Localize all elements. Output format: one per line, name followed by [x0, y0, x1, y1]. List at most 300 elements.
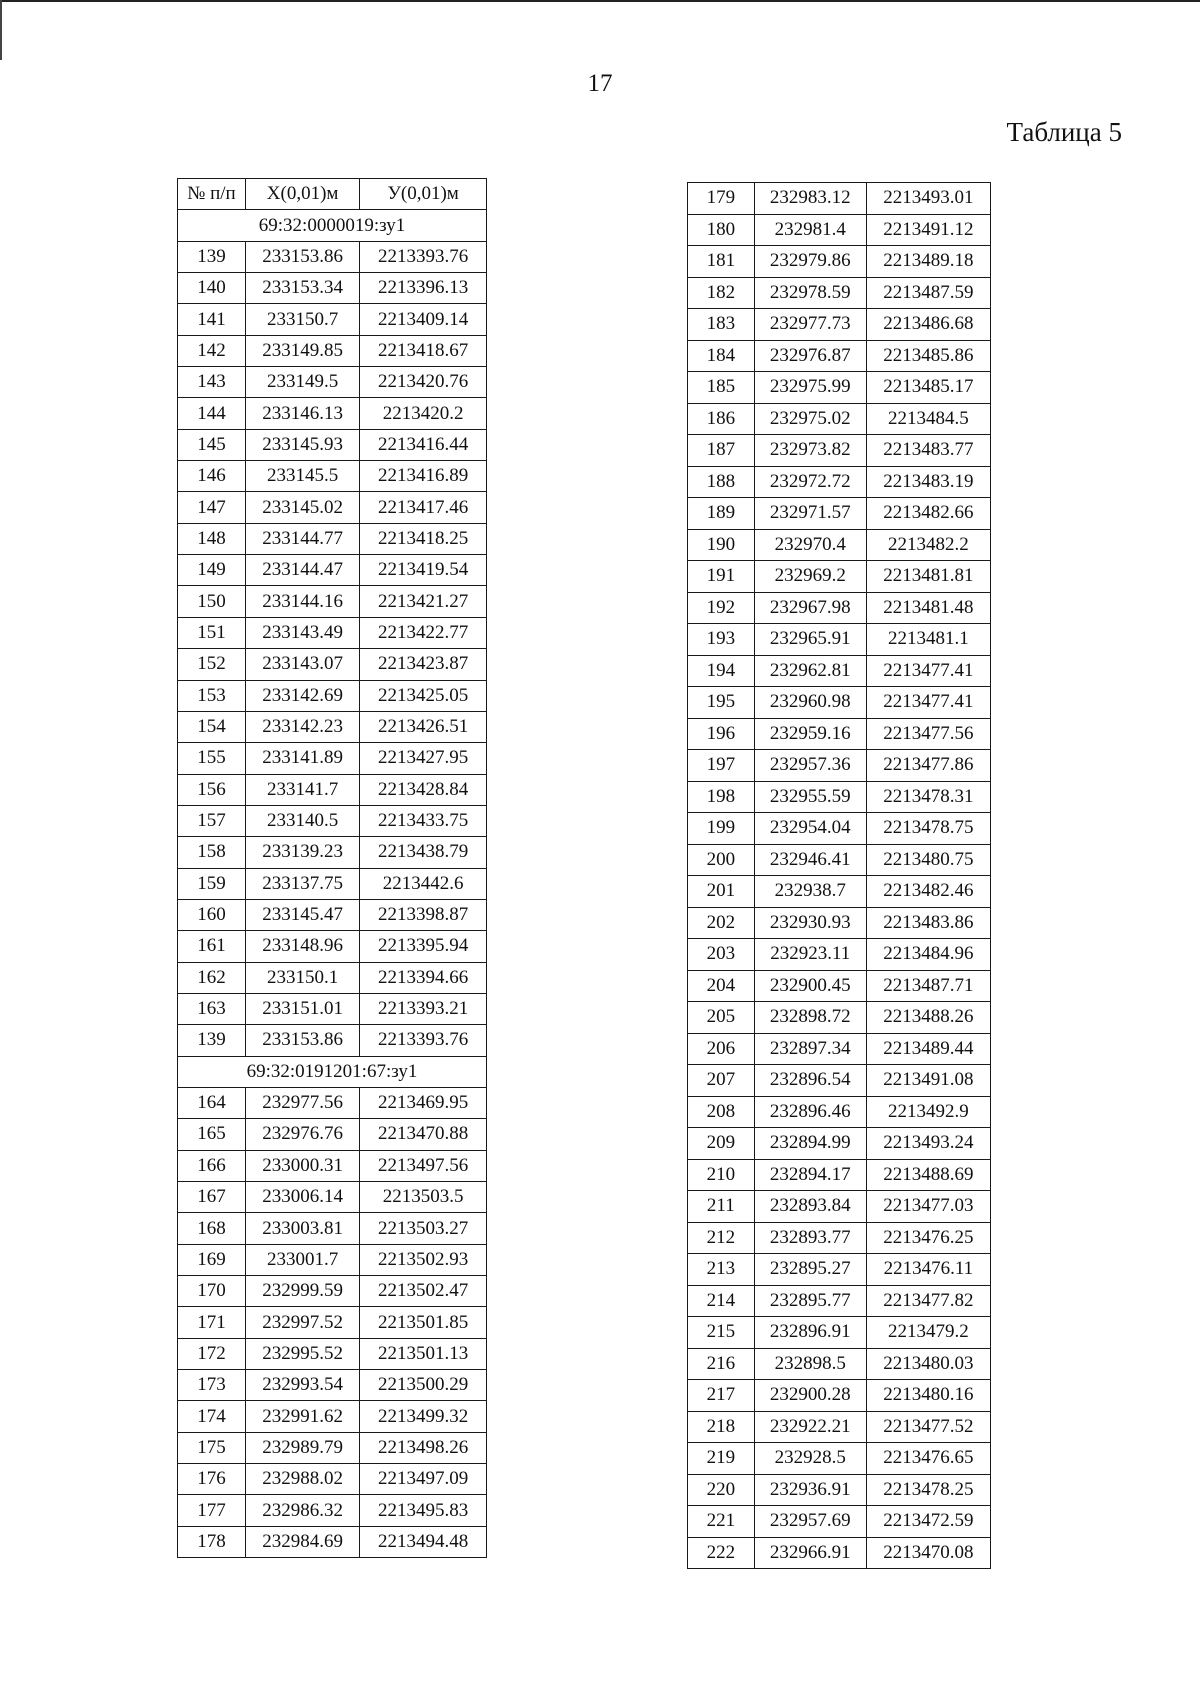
table-row [178, 1213, 487, 1244]
y-coordinate: 2213421.27 [360, 586, 487, 617]
table-row [688, 655, 991, 687]
table-row [688, 372, 991, 404]
point-number: 148 [178, 523, 246, 554]
y-coordinate: 2213433.75 [360, 805, 487, 836]
table-row [178, 1119, 487, 1150]
y-coordinate: 2213477.86 [866, 750, 990, 782]
y-coordinate: 2213489.18 [866, 246, 990, 278]
point-number: 163 [178, 993, 246, 1024]
x-coordinate: 233145.02 [245, 492, 359, 523]
y-coordinate: 2213478.75 [866, 813, 990, 845]
table-row [688, 907, 991, 939]
table-row [178, 837, 487, 868]
table-row [178, 774, 487, 805]
x-coordinate: 233150.7 [245, 304, 359, 335]
y-coordinate: 2213418.25 [360, 523, 487, 554]
table-row [688, 309, 991, 341]
x-coordinate: 233145.5 [245, 461, 359, 492]
scan-edge-left [0, 0, 2, 60]
table-caption: Таблица 5 [1006, 117, 1122, 147]
table-row [178, 1401, 487, 1432]
table-row [688, 1222, 991, 1254]
point-number: 173 [178, 1370, 246, 1401]
table-row [178, 649, 487, 680]
y-coordinate: 2213503.5 [360, 1182, 487, 1213]
point-number: 139 [178, 1025, 246, 1056]
point-number: 211 [688, 1191, 755, 1223]
point-number: 170 [178, 1276, 246, 1307]
table-row [688, 781, 991, 813]
y-coordinate: 2213393.76 [360, 1025, 487, 1056]
point-number: 174 [178, 1401, 246, 1432]
x-coordinate: 232893.84 [754, 1191, 866, 1223]
x-coordinate: 233006.14 [245, 1182, 359, 1213]
table-row [178, 1338, 487, 1369]
x-coordinate: 232977.73 [754, 309, 866, 341]
point-number: 149 [178, 555, 246, 586]
table-row [688, 1537, 991, 1569]
x-coordinate: 232972.72 [754, 466, 866, 498]
x-coordinate: 233144.47 [245, 555, 359, 586]
point-number: 153 [178, 680, 246, 711]
point-number: 140 [178, 273, 246, 304]
table-row [688, 561, 991, 593]
x-coordinate: 233149.85 [245, 335, 359, 366]
x-coordinate: 232946.41 [754, 844, 866, 876]
point-number: 209 [688, 1128, 755, 1160]
table-row [178, 1432, 487, 1463]
y-coordinate: 2213422.77 [360, 617, 487, 648]
table-row [688, 466, 991, 498]
point-number: 175 [178, 1432, 246, 1463]
y-coordinate: 2213483.77 [866, 435, 990, 467]
y-coordinate: 2213470.88 [360, 1119, 487, 1150]
table-row [178, 1087, 487, 1118]
x-coordinate: 233141.7 [245, 774, 359, 805]
y-coordinate: 2213491.08 [866, 1065, 990, 1097]
table-row [178, 1370, 487, 1401]
table-row [688, 1285, 991, 1317]
table-row [178, 555, 487, 586]
table-row [178, 492, 487, 523]
table-row [688, 1474, 991, 1506]
point-number: 152 [178, 649, 246, 680]
y-coordinate: 2213489.44 [866, 1033, 990, 1065]
table-row [688, 1159, 991, 1191]
y-coordinate: 2213469.95 [360, 1087, 487, 1118]
x-coordinate: 232960.98 [754, 687, 866, 719]
point-number: 156 [178, 774, 246, 805]
point-number: 146 [178, 461, 246, 492]
table-row [688, 876, 991, 908]
x-coordinate: 233141.89 [245, 743, 359, 774]
table-row [688, 1254, 991, 1286]
table-row [178, 993, 487, 1024]
point-number: 166 [178, 1150, 246, 1181]
table-row [178, 586, 487, 617]
y-coordinate: 2213493.24 [866, 1128, 990, 1160]
x-coordinate: 232897.34 [754, 1033, 866, 1065]
y-coordinate: 2213419.54 [360, 555, 487, 586]
y-coordinate: 2213476.25 [866, 1222, 990, 1254]
point-number: 188 [688, 466, 755, 498]
x-coordinate: 232976.87 [754, 340, 866, 372]
table-row [688, 1317, 991, 1349]
table-row [688, 718, 991, 750]
point-number: 158 [178, 837, 246, 868]
coordinates-table-right [687, 182, 991, 1569]
y-coordinate: 2213502.93 [360, 1244, 487, 1275]
table-row [178, 1526, 487, 1557]
table-row [688, 624, 991, 656]
y-coordinate: 2213418.67 [360, 335, 487, 366]
x-coordinate: 233140.5 [245, 805, 359, 836]
point-number: 145 [178, 429, 246, 460]
x-coordinate: 232983.12 [754, 183, 866, 215]
x-coordinate: 232938.7 [754, 876, 866, 908]
table-row [178, 1276, 487, 1307]
table-row [178, 241, 487, 272]
table-row [178, 1307, 487, 1338]
point-number: 172 [178, 1338, 246, 1369]
section-row [178, 210, 487, 241]
y-coordinate: 2213499.32 [360, 1401, 487, 1432]
point-number: 157 [178, 805, 246, 836]
point-number: 139 [178, 241, 246, 272]
point-number: 218 [688, 1411, 755, 1443]
point-number: 164 [178, 1087, 246, 1118]
x-coordinate: 232894.17 [754, 1159, 866, 1191]
table-row [178, 805, 487, 836]
y-coordinate: 2213477.41 [866, 655, 990, 687]
scan-edge-top [0, 0, 1200, 2]
x-coordinate: 232999.59 [245, 1276, 359, 1307]
point-number: 182 [688, 277, 755, 309]
x-coordinate: 233142.69 [245, 680, 359, 711]
point-number: 171 [178, 1307, 246, 1338]
point-number: 177 [178, 1495, 246, 1526]
point-number: 141 [178, 304, 246, 335]
x-coordinate: 232894.99 [754, 1128, 866, 1160]
table-row [688, 592, 991, 624]
y-coordinate: 2213482.2 [866, 529, 990, 561]
y-coordinate: 2213426.51 [360, 711, 487, 742]
y-coordinate: 2213416.44 [360, 429, 487, 460]
table-row [688, 435, 991, 467]
y-coordinate: 2213484.5 [866, 403, 990, 435]
x-coordinate: 232895.77 [754, 1285, 866, 1317]
table-row [688, 1002, 991, 1034]
point-number: 160 [178, 899, 246, 930]
y-coordinate: 2213487.59 [866, 277, 990, 309]
point-number: 150 [178, 586, 246, 617]
x-coordinate: 232967.98 [754, 592, 866, 624]
table-row [688, 939, 991, 971]
y-coordinate: 2213483.19 [866, 466, 990, 498]
point-number: 162 [178, 962, 246, 993]
table-row [178, 1495, 487, 1526]
table-body-left [178, 210, 487, 1558]
y-coordinate: 2213497.56 [360, 1150, 487, 1181]
y-coordinate: 2213427.95 [360, 743, 487, 774]
x-coordinate: 232975.99 [754, 372, 866, 404]
y-coordinate: 2213485.86 [866, 340, 990, 372]
x-coordinate: 232984.69 [245, 1526, 359, 1557]
table-row [178, 711, 487, 742]
y-coordinate: 2213488.26 [866, 1002, 990, 1034]
point-number: 187 [688, 435, 755, 467]
x-coordinate: 232970.4 [754, 529, 866, 561]
x-coordinate: 233003.81 [245, 1213, 359, 1244]
table-row [178, 429, 487, 460]
y-coordinate: 2213481.48 [866, 592, 990, 624]
coordinates-table-left [177, 178, 487, 1558]
table-row [688, 970, 991, 1002]
y-coordinate: 2213478.25 [866, 1474, 990, 1506]
point-number: 203 [688, 939, 755, 971]
point-number: 201 [688, 876, 755, 908]
x-coordinate: 233142.23 [245, 711, 359, 742]
table-row [688, 183, 991, 215]
table-row [688, 246, 991, 278]
x-coordinate: 232895.27 [754, 1254, 866, 1286]
x-coordinate: 232954.04 [754, 813, 866, 845]
header-x: X(0,01)м [245, 179, 359, 210]
x-coordinate: 232923.11 [754, 939, 866, 971]
point-number: 155 [178, 743, 246, 774]
x-coordinate: 232936.91 [754, 1474, 866, 1506]
y-coordinate: 2213398.87 [360, 899, 487, 930]
point-number: 143 [178, 367, 246, 398]
y-coordinate: 2213409.14 [360, 304, 487, 335]
point-number: 144 [178, 398, 246, 429]
point-number: 213 [688, 1254, 755, 1286]
x-coordinate: 233151.01 [245, 993, 359, 1024]
table-row [688, 1443, 991, 1475]
table-row [688, 687, 991, 719]
y-coordinate: 2213480.75 [866, 844, 990, 876]
table-row [688, 813, 991, 845]
y-coordinate: 2213394.66 [360, 962, 487, 993]
point-number: 221 [688, 1506, 755, 1538]
y-coordinate: 2213477.52 [866, 1411, 990, 1443]
y-coordinate: 2213477.41 [866, 687, 990, 719]
x-coordinate: 233148.96 [245, 931, 359, 962]
point-number: 202 [688, 907, 755, 939]
y-coordinate: 2213480.03 [866, 1348, 990, 1380]
point-number: 215 [688, 1317, 755, 1349]
y-coordinate: 2213472.59 [866, 1506, 990, 1538]
x-coordinate: 232900.28 [754, 1380, 866, 1412]
y-coordinate: 2213488.69 [866, 1159, 990, 1191]
x-coordinate: 232896.91 [754, 1317, 866, 1349]
y-coordinate: 2213484.96 [866, 939, 990, 971]
y-coordinate: 2213420.2 [360, 398, 487, 429]
y-coordinate: 2213428.84 [360, 774, 487, 805]
y-coordinate: 2213476.11 [866, 1254, 990, 1286]
y-coordinate: 2213420.76 [360, 367, 487, 398]
point-number: 205 [688, 1002, 755, 1034]
point-number: 193 [688, 624, 755, 656]
x-coordinate: 232957.36 [754, 750, 866, 782]
point-number: 200 [688, 844, 755, 876]
x-coordinate: 233145.93 [245, 429, 359, 460]
x-coordinate: 233146.13 [245, 398, 359, 429]
y-coordinate: 2213503.27 [360, 1213, 487, 1244]
y-coordinate: 2213416.89 [360, 461, 487, 492]
y-coordinate: 2213501.13 [360, 1338, 487, 1369]
table-row [688, 1380, 991, 1412]
section-label: 69:32:0191201:67:зу1 [178, 1056, 487, 1087]
point-number: 189 [688, 498, 755, 530]
x-coordinate: 233137.75 [245, 868, 359, 899]
x-coordinate: 232898.72 [754, 1002, 866, 1034]
table-row [688, 529, 991, 561]
x-coordinate: 232991.62 [245, 1401, 359, 1432]
table-body-right [688, 183, 991, 1569]
y-coordinate: 2213393.21 [360, 993, 487, 1024]
y-coordinate: 2213395.94 [360, 931, 487, 962]
point-number: 197 [688, 750, 755, 782]
point-number: 212 [688, 1222, 755, 1254]
y-coordinate: 2213477.56 [866, 718, 990, 750]
y-coordinate: 2213425.05 [360, 680, 487, 711]
table-row [688, 1033, 991, 1065]
table-row [688, 1065, 991, 1097]
x-coordinate: 232898.5 [754, 1348, 866, 1380]
x-coordinate: 232955.59 [754, 781, 866, 813]
y-coordinate: 2213478.31 [866, 781, 990, 813]
point-number: 208 [688, 1096, 755, 1128]
table-row [688, 1096, 991, 1128]
x-coordinate: 232930.93 [754, 907, 866, 939]
x-coordinate: 233143.49 [245, 617, 359, 648]
table-row [688, 844, 991, 876]
point-number: 210 [688, 1159, 755, 1191]
point-number: 154 [178, 711, 246, 742]
y-coordinate: 2213493.01 [866, 183, 990, 215]
table-row [688, 340, 991, 372]
y-coordinate: 2213482.46 [866, 876, 990, 908]
y-coordinate: 2213417.46 [360, 492, 487, 523]
table-row [688, 277, 991, 309]
point-number: 159 [178, 868, 246, 899]
point-number: 151 [178, 617, 246, 648]
x-coordinate: 233144.16 [245, 586, 359, 617]
y-coordinate: 2213476.65 [866, 1443, 990, 1475]
x-coordinate: 232900.45 [754, 970, 866, 1002]
point-number: 147 [178, 492, 246, 523]
x-coordinate: 232928.5 [754, 1443, 866, 1475]
point-number: 196 [688, 718, 755, 750]
point-number: 195 [688, 687, 755, 719]
x-coordinate: 232896.54 [754, 1065, 866, 1097]
point-number: 194 [688, 655, 755, 687]
y-coordinate: 2213481.1 [866, 624, 990, 656]
point-number: 184 [688, 340, 755, 372]
y-coordinate: 2213502.47 [360, 1276, 487, 1307]
point-number: 207 [688, 1065, 755, 1097]
x-coordinate: 232981.4 [754, 214, 866, 246]
y-coordinate: 2213396.13 [360, 273, 487, 304]
y-coordinate: 2213480.16 [866, 1380, 990, 1412]
table-row [688, 1128, 991, 1160]
point-number: 191 [688, 561, 755, 593]
y-coordinate: 2213423.87 [360, 649, 487, 680]
y-coordinate: 2213500.29 [360, 1370, 487, 1401]
x-coordinate: 232966.91 [754, 1537, 866, 1569]
point-number: 176 [178, 1464, 246, 1495]
point-number: 185 [688, 372, 755, 404]
y-coordinate: 2213501.85 [360, 1307, 487, 1338]
point-number: 179 [688, 183, 755, 215]
x-coordinate: 232995.52 [245, 1338, 359, 1369]
point-number: 169 [178, 1244, 246, 1275]
y-coordinate: 2213477.82 [866, 1285, 990, 1317]
y-coordinate: 2213483.86 [866, 907, 990, 939]
x-coordinate: 232893.77 [754, 1222, 866, 1254]
x-coordinate: 232922.21 [754, 1411, 866, 1443]
x-coordinate: 233150.1 [245, 962, 359, 993]
x-coordinate: 232962.81 [754, 655, 866, 687]
point-number: 183 [688, 309, 755, 341]
table-row [178, 1025, 487, 1056]
table-row [688, 1191, 991, 1223]
table-row [178, 743, 487, 774]
x-coordinate: 233139.23 [245, 837, 359, 868]
y-coordinate: 2213497.09 [360, 1464, 487, 1495]
y-coordinate: 2213477.03 [866, 1191, 990, 1223]
x-coordinate: 232978.59 [754, 277, 866, 309]
x-coordinate: 232896.46 [754, 1096, 866, 1128]
table-row [688, 1348, 991, 1380]
y-coordinate: 2213442.6 [360, 868, 487, 899]
header-y: У(0,01)м [360, 179, 487, 210]
table-row [688, 750, 991, 782]
point-number: 181 [688, 246, 755, 278]
section-label: 69:32:0000019:зу1 [178, 210, 487, 241]
x-coordinate: 232959.16 [754, 718, 866, 750]
x-coordinate: 233145.47 [245, 899, 359, 930]
x-coordinate: 232975.02 [754, 403, 866, 435]
table-row [688, 403, 991, 435]
x-coordinate: 232976.76 [245, 1119, 359, 1150]
table-row [178, 617, 487, 648]
table-row [178, 1464, 487, 1495]
table-row [178, 304, 487, 335]
y-coordinate: 2213393.76 [360, 241, 487, 272]
point-number: 178 [178, 1526, 246, 1557]
header-number: № п/п [178, 179, 246, 210]
point-number: 180 [688, 214, 755, 246]
table-row [178, 1244, 487, 1275]
section-row [178, 1056, 487, 1087]
x-coordinate: 232973.82 [754, 435, 866, 467]
point-number: 142 [178, 335, 246, 366]
table-row [178, 1182, 487, 1213]
point-number: 219 [688, 1443, 755, 1475]
point-number: 204 [688, 970, 755, 1002]
y-coordinate: 2213494.48 [360, 1526, 487, 1557]
y-coordinate: 2213438.79 [360, 837, 487, 868]
point-number: 199 [688, 813, 755, 845]
x-coordinate: 232988.02 [245, 1464, 359, 1495]
y-coordinate: 2213492.9 [866, 1096, 990, 1128]
x-coordinate: 232957.69 [754, 1506, 866, 1538]
point-number: 220 [688, 1474, 755, 1506]
point-number: 217 [688, 1380, 755, 1412]
point-number: 216 [688, 1348, 755, 1380]
